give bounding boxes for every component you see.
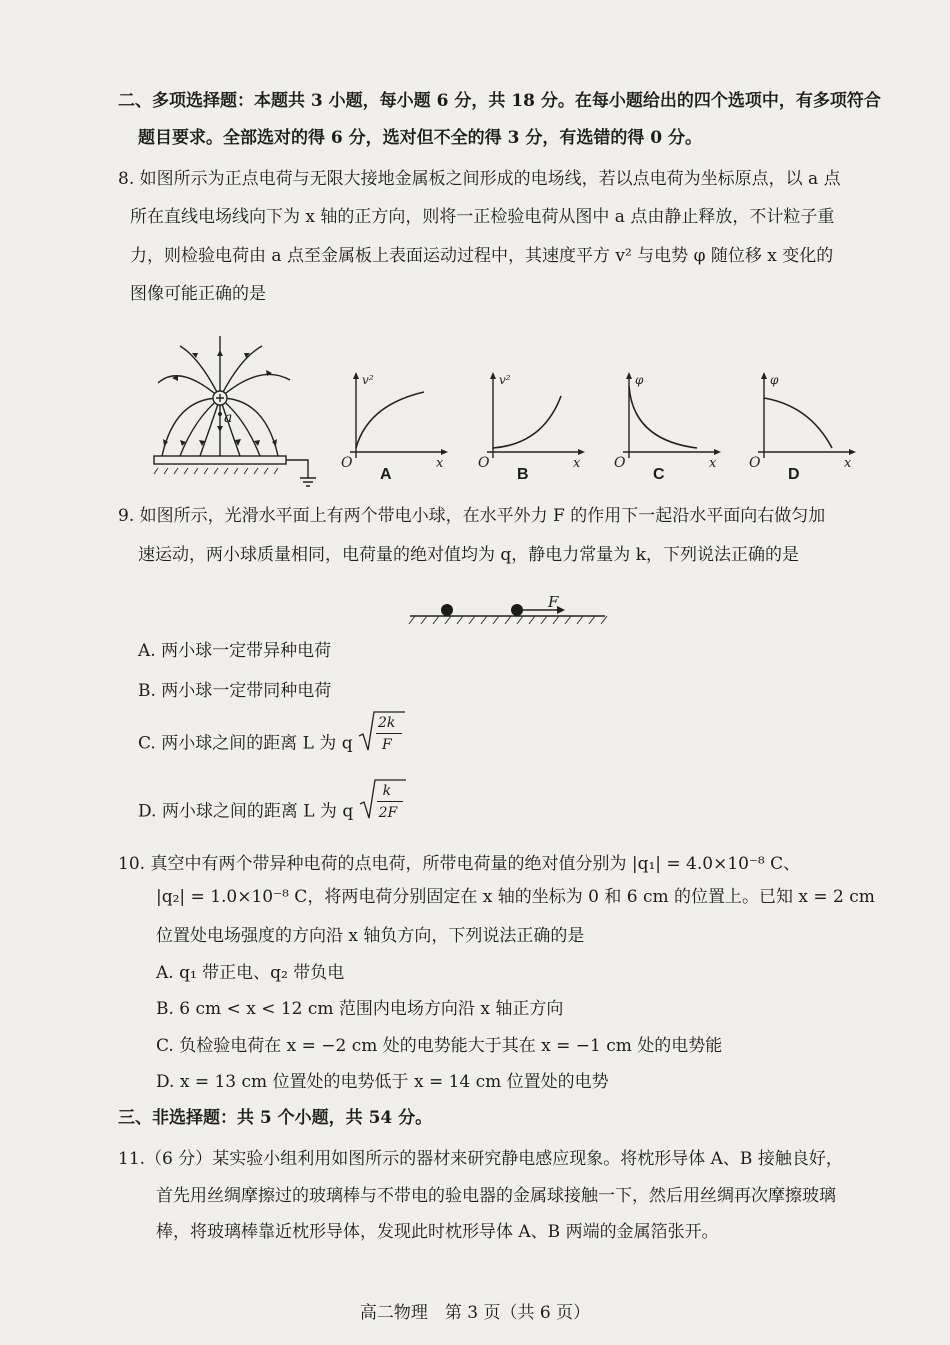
graph-x-axis-label: x xyxy=(436,456,444,470)
option-a-graph xyxy=(340,370,450,470)
q10-option-d: D. x = 13 cm 位置处的电势低于 x = 14 cm 位置处的电势 xyxy=(156,1072,609,1092)
option-d-graph xyxy=(748,370,858,470)
q9-line1: 9. 如图所示，光滑水平面上有两个带电小球，在水平外力 F 的作用下一起沿水平面向右做匀加 xyxy=(118,506,826,526)
graph-axes xyxy=(350,376,444,458)
section3-heading: 三、非选择题：共 5 个小题，共 54 分。 xyxy=(118,1108,433,1128)
graph-x-axis-label: x xyxy=(573,456,581,470)
graph-origin-label: O xyxy=(749,455,761,470)
q9-option-d-text: D. 两小球之间的距离 L 为 q xyxy=(138,801,354,822)
q8-line4: 图像可能正确的是 xyxy=(130,284,266,304)
q8-line1: 8. 如图所示为正点电荷与无限大接地金属板之间形成的电场线，若以点电荷为坐标原点，以 a 点 xyxy=(118,169,841,189)
point-a-label: a xyxy=(224,410,233,426)
graph-origin-label: O xyxy=(478,455,490,470)
graph-y-axis-label: v² xyxy=(499,373,511,387)
graph-axes xyxy=(487,376,581,458)
q8-line3: 力，则检验电荷由 a 点至金属板上表面运动过程中，其速度平方 v² 与电势 φ 随位移 x 变化的 xyxy=(130,246,834,266)
bleed-through-text xyxy=(120,210,125,229)
q9-option-d xyxy=(138,783,407,826)
two-balls-figure xyxy=(405,590,615,630)
graph-curve xyxy=(764,398,832,448)
graph-axes xyxy=(758,376,852,458)
q8-line2: 所在直线电场线向下为 x 轴的正方向，则将一正检验电荷从图中 a 点由静止释放，不计粒子重 xyxy=(130,207,835,227)
q11-line1: 11.（6 分）某实验小组利用如图所示的器材来研究静电感应现象。将枕形导体 A、B 接触良好， xyxy=(118,1149,843,1169)
option-c-graph xyxy=(613,370,723,470)
graph-origin-label: O xyxy=(341,455,353,470)
graph-origin-label: O xyxy=(614,455,626,470)
graph-curve xyxy=(629,386,697,448)
q10-line2: |q₂| = 1.0×10⁻⁸ C，将两电荷分别固定在 x 轴的坐标为 0 和 6 cm 的位置上。已知 x = 2 cm xyxy=(156,887,875,907)
option-b-graph xyxy=(477,370,587,470)
graph-curve xyxy=(493,396,561,448)
q9-option-c-text: C. 两小球之间的距离 L 为 q xyxy=(138,733,353,754)
page-footer: 高二物理 第 3 页（共 6 页） xyxy=(359,1303,591,1323)
graph-x-axis-label: x xyxy=(844,456,852,470)
sqrt-d-numerator: k xyxy=(382,783,392,799)
q9-line2: 速运动，两小球质量相同，电荷量的绝对值均为 q，静电力常量为 k，下列说法正确的是 xyxy=(138,545,799,565)
graph-curve xyxy=(356,392,424,448)
q11-line2: 首先用丝绸摩擦过的玻璃棒与不带电的验电器的金属球接触一下，然后用丝绸再次摩擦玻璃 xyxy=(156,1186,836,1206)
q9-option-c xyxy=(138,715,406,758)
sqrt-fraction-d xyxy=(359,783,407,826)
q10-line3: 位置处电场强度的方向沿 x 轴负方向，下列说法正确的是 xyxy=(156,926,585,946)
q9-option-b: B. 两小球一定带同种电荷 xyxy=(138,681,332,701)
option-b-label: B xyxy=(517,466,529,483)
section2-heading-line1: 二、多项选择题：本题共 3 小题，每小题 6 分，共 18 分。在每小题给出的四个选项中，有多项符合 xyxy=(118,91,881,111)
option-a-label: A xyxy=(380,466,392,483)
q10-line1: 10. 真空中有两个带异种电荷的点电荷，所带电荷量的绝对值分别为 |q₁| = 4.0×10⁻⁸ C、 xyxy=(118,854,801,874)
sqrt-d-denominator: 2F xyxy=(378,805,398,821)
graph-y-axis-label: v² xyxy=(362,373,374,387)
q10-option-a: A. q₁ 带正电、q₂ 带负电 xyxy=(156,963,345,983)
force-f-label: F xyxy=(548,593,559,611)
q9-option-a: A. 两小球一定带异种电荷 xyxy=(138,641,332,661)
graph-y-axis-label: φ xyxy=(770,373,779,387)
sqrt-c-numerator: 2k xyxy=(378,715,396,731)
graph-x-axis-label: x xyxy=(709,456,717,470)
q10-option-c: C. 负检验电荷在 x = −2 cm 处的电势能大于其在 x = −1 cm 处的电势能 xyxy=(156,1036,723,1056)
sqrt-c-denominator: F xyxy=(382,737,392,753)
graph-y-axis-label: φ xyxy=(635,373,644,387)
sqrt-fraction-c xyxy=(358,715,406,758)
option-d-label: D xyxy=(788,466,800,483)
q11-line3: 棒，将玻璃棒靠近枕形导体，发现此时枕形导体 A、B 两端的金属箔张开。 xyxy=(156,1222,719,1242)
field-lines-figure xyxy=(150,328,320,490)
q10-option-b: B. 6 cm < x < 12 cm 范围内电场方向沿 x 轴正方向 xyxy=(156,999,564,1019)
graph-axes xyxy=(623,376,717,458)
option-c-label: C xyxy=(653,466,665,483)
section2-heading-line2: 题目要求。全部选对的得 6 分，选对但不全的得 3 分，有选错的得 0 分。 xyxy=(138,128,702,148)
